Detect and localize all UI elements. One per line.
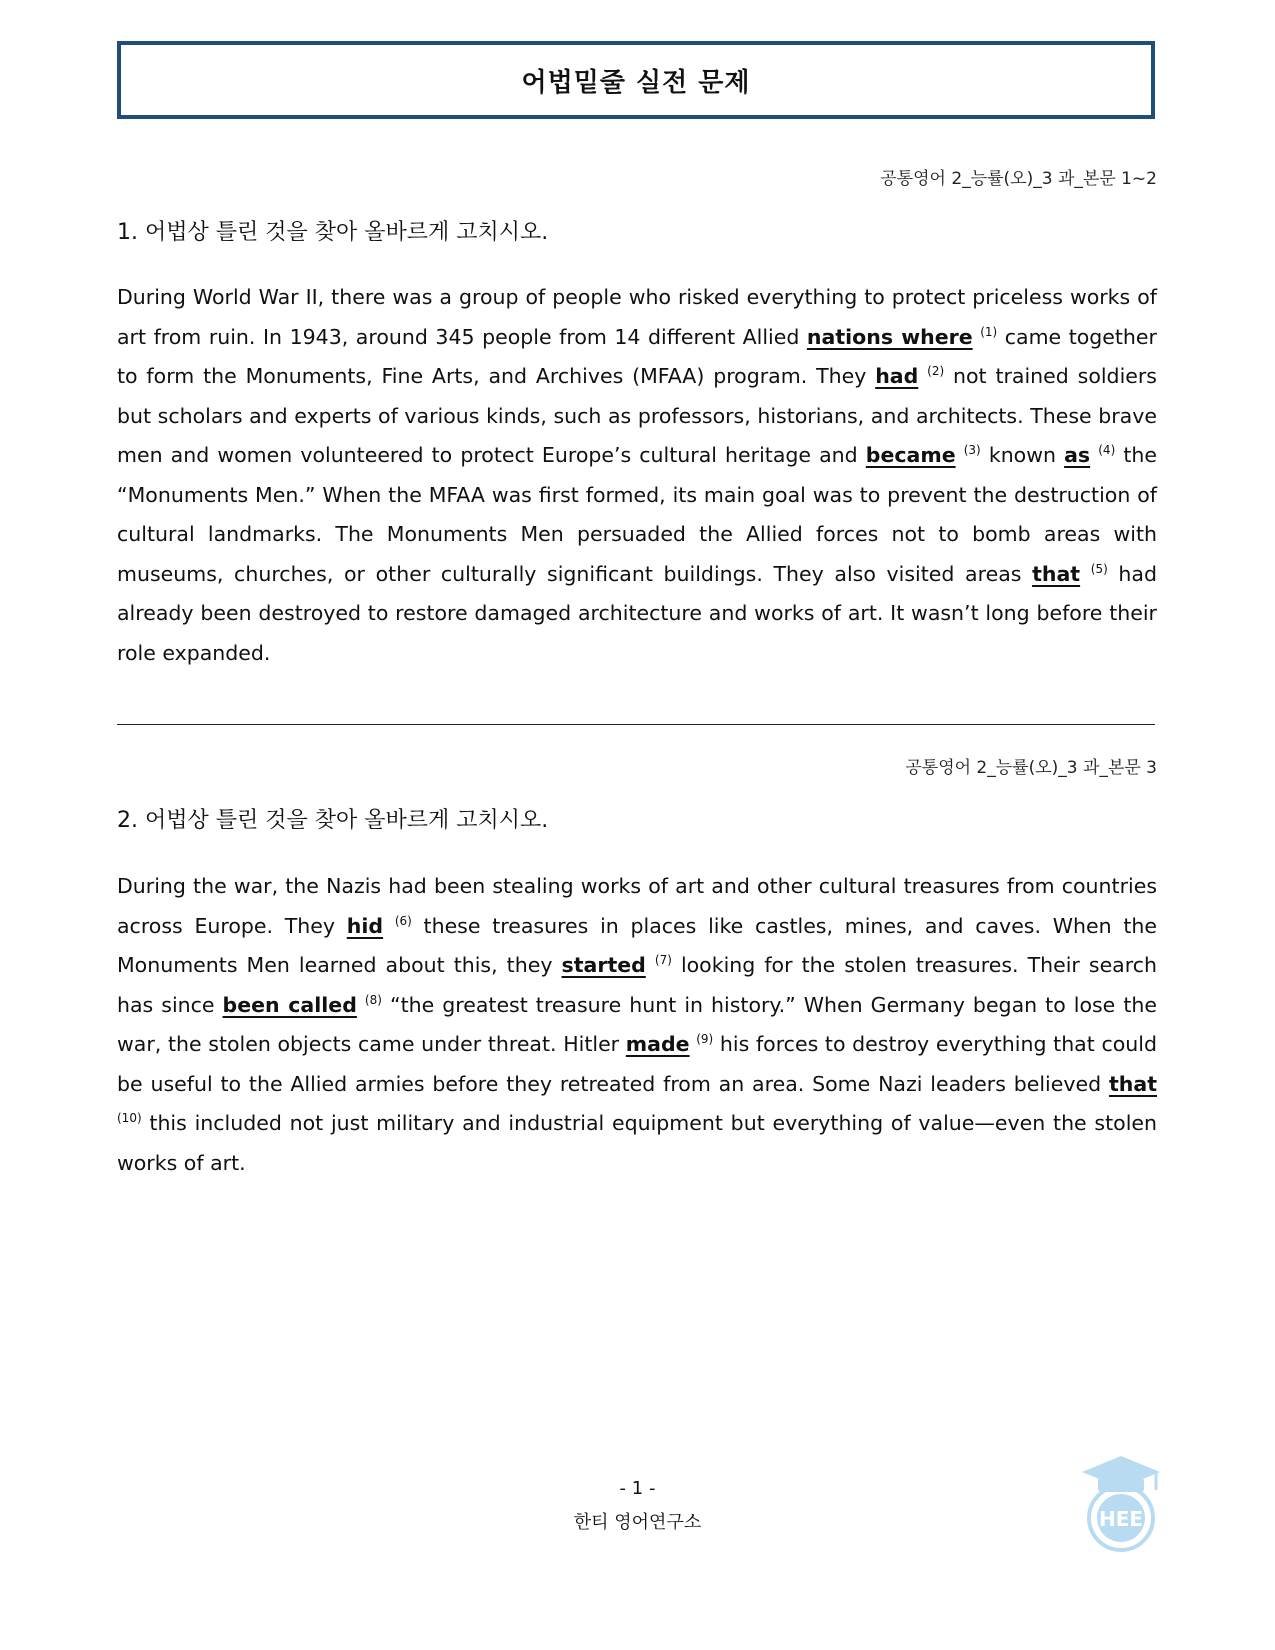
passage-text: had already been destroyed to restore damaged architecture and works of art. It wasn’t long before their role expanded. bbox=[117, 561, 1157, 665]
marker-8: (8) bbox=[364, 992, 382, 1007]
graduation-cap-icon bbox=[1078, 1452, 1164, 1552]
underlined-phrase-2: had bbox=[875, 364, 919, 388]
passage-text: “the greatest treasure hunt in history.” When Germany began to lose the war, the stolen objects came under threat. Hitler bbox=[117, 992, 1157, 1056]
marker-1: (1) bbox=[980, 324, 998, 339]
underlined-phrase-8: been called bbox=[222, 992, 357, 1017]
q2-passage bbox=[117, 867, 1157, 1183]
passage-text: this included not just military and industrial equipment but everything of value—even the stolen works of art. bbox=[117, 1111, 1157, 1175]
passage-text: his forces to destroy everything that could be useful to the Allied armies before they retreated from an area. Some Nazi leaders believed bbox=[117, 1032, 1157, 1096]
passage-text: the “Monuments Men.” When the MFAA was first formed, its main goal was to prevent the destruction of cultural landmarks. The Monuments Men persuaded the Allied forces not to bomb areas with museums, churches, or other culturally significant buildings. They also visited areas bbox=[117, 443, 1157, 586]
passage-text: During the war, the Nazis had been stealing works of art and other cultural treasures from countries across Europe. They bbox=[117, 874, 1157, 938]
marker-4: (4) bbox=[1098, 443, 1116, 457]
marker-9: (9) bbox=[696, 1032, 714, 1046]
title-box bbox=[117, 41, 1155, 119]
q1-source: 공통영어 2_능률(오)_3 과_본문 1~2 bbox=[880, 169, 1157, 189]
underlined-phrase-3: became bbox=[865, 443, 956, 467]
underlined-phrase-5: that bbox=[1032, 561, 1081, 586]
q1-prompt: 1. 어법상 틀린 것을 찾아 올바르게 고치시오. bbox=[117, 220, 549, 245]
underlined-phrase-10: that bbox=[1108, 1071, 1157, 1096]
underlined-phrase-6: hid bbox=[346, 913, 384, 938]
marker-7: (7) bbox=[654, 953, 672, 967]
marker-5: (5) bbox=[1090, 561, 1108, 576]
passage-text: known bbox=[980, 443, 1065, 467]
q2-prompt: 2. 어법상 틀린 것을 찾아 올바르게 고치시오. bbox=[117, 808, 549, 833]
marker-2: (2) bbox=[927, 364, 945, 378]
q2-source: 공통영어 2_능률(오)_3 과_본문 3 bbox=[905, 758, 1157, 778]
underlined-phrase-9: made bbox=[625, 1032, 690, 1056]
marker-6: (6) bbox=[394, 913, 412, 928]
page-number: - 1 - bbox=[619, 1478, 656, 1499]
underlined-phrase-1: nations where bbox=[806, 324, 973, 349]
marker-3: (3) bbox=[963, 443, 981, 457]
passage-text: these treasures in places like castles, mines, and caves. When the Monuments Men learned about this, they bbox=[117, 913, 1157, 977]
passage-text: looking for the stolen treasures. Their search has since bbox=[117, 953, 1157, 1017]
underlined-phrase-7: started bbox=[561, 953, 646, 977]
footer-org: 한티 영어연구소 bbox=[573, 1512, 702, 1533]
passage-text: During World War II, there was a group of people who risked everything to protect priceless works of art from ruin. In 1943, around 345 people from 14 different Allied bbox=[117, 285, 1157, 349]
marker-10: (10) bbox=[117, 1111, 142, 1125]
hee-logo bbox=[1078, 1452, 1164, 1552]
passage-text: not trained soldiers but scholars and experts of various kinds, such as professors, historians, and architects. These brave men and women volunteered to protect Europe’s cultural heritage and bbox=[117, 364, 1157, 467]
underlined-phrase-4: as bbox=[1064, 443, 1091, 467]
svg-text:HEE: HEE bbox=[1098, 1507, 1144, 1531]
q1-passage bbox=[117, 278, 1157, 673]
page-title: 어법밑줄 실전 문제 bbox=[521, 67, 751, 98]
answer-line bbox=[117, 724, 1155, 725]
passage-text: came together to form the Monuments, Fine Arts, and Archives (MFAA) program. They bbox=[117, 324, 1157, 388]
